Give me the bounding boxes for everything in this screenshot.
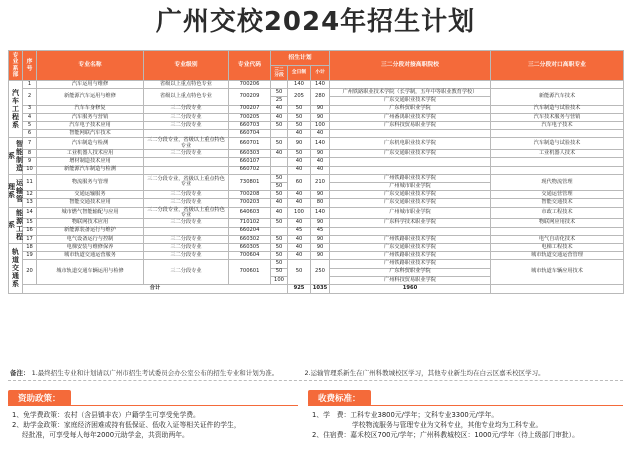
fee-standard-panel xyxy=(308,386,623,454)
plan-3-2-cell xyxy=(271,166,288,174)
seq-cell: 6 xyxy=(23,130,37,138)
plan-sub-cell: 100 xyxy=(311,121,330,129)
college-major-cell: 汽车技术服务与营销 xyxy=(491,113,624,121)
plan-full-cell: 205 xyxy=(288,89,311,105)
code-cell: 660704 xyxy=(229,130,271,138)
code-cell: 660302 xyxy=(229,235,271,243)
table-row xyxy=(9,150,624,158)
table-row xyxy=(9,158,624,166)
level-cell: 三二分段专业 xyxy=(144,105,229,113)
college-major-cell: 智能交通技术 xyxy=(491,199,624,207)
college-cell: 广东交通职业技术学院 xyxy=(330,199,491,207)
aid-policy-panel xyxy=(8,386,298,454)
college-cell: 广州铁路职业技术学院 xyxy=(330,252,491,260)
plan-full-cell: 40 xyxy=(288,191,311,199)
fees-line-1: 1、学 费：工科专业3800元/学年；文科专业3300元/学年。 xyxy=(312,411,499,419)
major-cell: 工业机器人技术应用 xyxy=(37,150,144,158)
college-cell: 广东交通职业技术学院 xyxy=(330,97,491,105)
seq-cell: 4 xyxy=(23,113,37,121)
code-cell: 660107 xyxy=(229,158,271,166)
plan-3-2-cell: 50 xyxy=(271,138,288,150)
header-plan-full: 全日制 xyxy=(288,66,311,81)
plan-3-2-cell xyxy=(271,158,288,166)
college-cell: 广东交通职业技术学院 xyxy=(330,244,491,252)
code-cell: 700207 xyxy=(229,105,271,113)
college-major-cell: 物联网应用技术 xyxy=(491,219,624,227)
major-cell: 城市轨道交通车辆运用与检修 xyxy=(37,260,144,285)
college-major-cell: 新能源汽车技术 xyxy=(491,89,624,105)
plan-3-2-cell: 50 xyxy=(271,268,288,276)
plan-sub-cell: 140 xyxy=(311,207,330,219)
major-cell: 电气设备运行与控制 xyxy=(37,235,144,243)
major-cell: 智能交通技术应用 xyxy=(37,199,144,207)
divider xyxy=(8,380,623,381)
college-cell xyxy=(330,158,491,166)
major-cell: 汽车车身修复 xyxy=(37,105,144,113)
code-cell: 700604 xyxy=(229,252,271,260)
college-cell: 广州铁路职业技术学院 xyxy=(330,260,491,268)
plan-sub-cell: 210 xyxy=(311,174,330,190)
plan-3-2-cell: 40 xyxy=(271,105,288,113)
major-cell: 物流服务与管理 xyxy=(37,174,144,190)
header-major: 专业名称 xyxy=(37,51,144,81)
plan-3-2-cell: 50 xyxy=(271,89,288,97)
table-row xyxy=(9,199,624,207)
table-row xyxy=(9,252,624,260)
college-cell: 广州铁路职业技术学院 xyxy=(330,174,491,182)
plan-sub-cell: 90 xyxy=(311,244,330,252)
major-cell: 汽车电子技术应用 xyxy=(37,121,144,129)
seq-cell: 12 xyxy=(23,191,37,199)
plan-sub-cell: 90 xyxy=(311,113,330,121)
college-cell: 广东机电职业技术学院 xyxy=(330,138,491,150)
code-cell: 730801 xyxy=(229,174,271,190)
table-row xyxy=(9,121,624,129)
plan-sub-cell: 90 xyxy=(311,219,330,227)
dept-cell: 汽车工程系 xyxy=(9,81,23,138)
major-cell: 物联网技术应用 xyxy=(37,219,144,227)
header-higher: 三二分段对接高职院校 xyxy=(330,51,491,81)
plan-sub-cell: 40 xyxy=(311,166,330,174)
code-cell: 660305 xyxy=(229,244,271,252)
notes xyxy=(10,368,621,377)
plan-3-2-cell: 50 xyxy=(271,244,288,252)
plan-full-cell: 50 xyxy=(288,150,311,158)
table-row xyxy=(9,166,624,174)
plan-sub-cell: 40 xyxy=(311,130,330,138)
plan-3-2-cell: 50 xyxy=(271,182,288,190)
college-major-cell xyxy=(491,227,624,235)
notes-label: 备注： xyxy=(10,369,30,377)
header-code: 专业代码 xyxy=(229,51,271,81)
college-cell xyxy=(330,166,491,174)
header-level: 专业级别 xyxy=(144,51,229,81)
aid-line-2: 2、助学金政策：家庭经济困难或持有低保证、低收入证等相关证件的学生， xyxy=(12,420,241,429)
table-row xyxy=(9,105,624,113)
plan-sub-cell: 40 xyxy=(311,158,330,166)
plan-sub-cell: 140 xyxy=(311,138,330,150)
plan-sub-cell: 90 xyxy=(311,235,330,243)
college-cell xyxy=(330,130,491,138)
total-3-2: 925 xyxy=(288,284,311,293)
seq-cell: 10 xyxy=(23,166,37,174)
code-cell: 700206 xyxy=(229,81,271,89)
major-cell: 新能源汽车制造与检测 xyxy=(37,166,144,174)
college-cell: 广州铁路职业技术学院 xyxy=(330,235,491,243)
college-cell: 广州城市职业学院 xyxy=(330,207,491,219)
fees-title: 收费标准： xyxy=(308,390,371,406)
level-cell: 三二分段专业，省级以上重点特色专业 xyxy=(144,174,229,190)
enrollment-table xyxy=(8,50,624,294)
plan-full-cell: 40 xyxy=(288,235,311,243)
plan-3-2-cell: 40 xyxy=(271,150,288,158)
header-plan: 招生计划 xyxy=(271,51,330,66)
major-cell: 新能源汽车运用与维修 xyxy=(37,89,144,105)
fees-line-3: 2、住宿费：嘉禾校区700元/学年；广州科教城校区：1000元/学年（待上级部门审批）。 xyxy=(312,430,579,439)
table-row xyxy=(9,174,624,182)
aid-line-3: 经批准，可享受每人每年2000元助学金，共资助两年。 xyxy=(22,430,189,439)
page-title: 广州交校2024年招生计划 xyxy=(155,7,476,37)
plan-3-2-cell: 50 xyxy=(271,219,288,227)
dept-cell: 能源工程系 xyxy=(9,207,23,243)
header-plan-sub: 小计 xyxy=(311,66,330,81)
level-cell: 三二分段专业 xyxy=(144,235,229,243)
level-cell: 三二分段专业 xyxy=(144,219,229,227)
level-cell: 三二分段专业 xyxy=(144,260,229,285)
college-major-cell: 汽车制造与试验技术 xyxy=(491,138,624,150)
plan-full-cell: 90 xyxy=(288,138,311,150)
plan-3-2-cell: 40 xyxy=(271,207,288,219)
plan-3-2-cell xyxy=(271,81,288,89)
college-cell: 广东科技贸易职业学院 xyxy=(330,121,491,129)
college-cell: 广州番禺职业技术学院 xyxy=(330,113,491,121)
seq-cell: 14 xyxy=(23,207,37,219)
major-cell: 汽车运用与维修 xyxy=(37,81,144,89)
seq-cell: 1 xyxy=(23,81,37,89)
level-cell: 三二分段专业 xyxy=(144,150,229,158)
level-cell: 三二分段专业 xyxy=(144,252,229,260)
level-cell: 三二分段专业 xyxy=(144,113,229,121)
header-seq: 序号 xyxy=(23,51,37,81)
code-cell: 700601 xyxy=(229,260,271,285)
seq-cell: 7 xyxy=(23,138,37,150)
college-cell: 广州城市职业学院 xyxy=(330,182,491,190)
level-cell: 三二分段专业，省级以上重点特色专业 xyxy=(144,207,229,219)
level-cell: 三二分段专业 xyxy=(144,191,229,199)
plan-sub-cell: 90 xyxy=(311,252,330,260)
total-row xyxy=(9,284,624,293)
table-row xyxy=(9,260,624,268)
college-major-cell: 电梯工程技术 xyxy=(491,244,624,252)
seq-cell: 17 xyxy=(23,235,37,243)
plan-3-2-cell: 100 xyxy=(271,276,288,284)
code-cell: 640603 xyxy=(229,207,271,219)
code-cell: 660702 xyxy=(229,166,271,174)
level-cell xyxy=(144,166,229,174)
table-row xyxy=(9,89,624,97)
total-label: 合计 xyxy=(23,284,288,293)
plan-3-2-cell: 40 xyxy=(271,113,288,121)
college-major-cell: 城市轨道交通运营管理 xyxy=(491,252,624,260)
plan-sub-cell: 80 xyxy=(311,199,330,207)
college-cell: 广东科贸职业学院 xyxy=(330,268,491,276)
plan-sub-cell: 280 xyxy=(311,89,330,105)
code-cell: 660204 xyxy=(229,227,271,235)
plan-sub-cell: 140 xyxy=(311,81,330,89)
plan-full-cell: 40 xyxy=(288,158,311,166)
level-cell: 三二分段专业 xyxy=(144,121,229,129)
major-cell: 新能源装备运行与维护 xyxy=(37,227,144,235)
code-cell: 700208 xyxy=(229,191,271,199)
major-cell: 汽车制造与检测 xyxy=(37,138,144,150)
college-major-cell: 电气自动化技术 xyxy=(491,235,624,243)
major-cell: 智能网联汽车技术 xyxy=(37,130,144,138)
plan-3-2-cell: 50 xyxy=(271,121,288,129)
college-cell: 广东交通职业技术学院 xyxy=(330,191,491,199)
plan-3-2-cell: 50 xyxy=(271,260,288,268)
code-cell: 660703 xyxy=(229,121,271,129)
college-major-cell: 现代物流管理 xyxy=(491,174,624,190)
college-major-cell xyxy=(491,166,624,174)
college-major-cell xyxy=(491,81,624,89)
major-cell: 城市燃气智能输配与应用 xyxy=(37,207,144,219)
level-cell: 三二分段专业，省级以上重点特色专业 xyxy=(144,138,229,150)
plan-3-2-cell: 50 xyxy=(271,252,288,260)
seq-cell: 13 xyxy=(23,199,37,207)
note-1: 1.最终招生专业和计划请以广州市招生考试委员会办公室公布的招生专业和计划为准。 xyxy=(31,369,279,377)
college-major-cell: 汽车电子技术 xyxy=(491,121,624,129)
code-cell: 700203 xyxy=(229,199,271,207)
level-cell xyxy=(144,227,229,235)
header-higher-major: 三二分段对口高职专业 xyxy=(491,51,624,81)
total-sub: 1960 xyxy=(330,284,491,293)
college-cell xyxy=(330,227,491,235)
plan-full-cell: 140 xyxy=(288,81,311,89)
level-cell: 三二分段专业 xyxy=(144,199,229,207)
table-row xyxy=(9,138,624,150)
plan-3-2-cell: 40 xyxy=(271,199,288,207)
plan-3-2-cell: 50 xyxy=(271,174,288,182)
code-cell: 660701 xyxy=(229,138,271,150)
major-cell: 城市轨道交通运营服务 xyxy=(37,252,144,260)
header-plan-3-2: 三二分段 xyxy=(271,66,288,81)
table-row xyxy=(9,227,624,235)
table-row xyxy=(9,244,624,252)
table-row xyxy=(9,113,624,121)
plan-full-cell: 60 xyxy=(288,174,311,190)
plan-full-cell: 50 xyxy=(288,105,311,113)
dept-cell: 轨道交通系 xyxy=(9,244,23,294)
seq-cell: 18 xyxy=(23,244,37,252)
seq-cell: 8 xyxy=(23,150,37,158)
note-2: 2.运输管理系新生在广州科教城校区学习，其他专业新生均在白云区嘉禾校区学习。 xyxy=(304,369,545,377)
seq-cell: 11 xyxy=(23,174,37,190)
total-blank-1 xyxy=(491,284,624,293)
college-major-cell: 市政工程技术 xyxy=(491,207,624,219)
college-major-cell: 工业机器人技术 xyxy=(491,150,624,158)
plan-3-2-cell: 50 xyxy=(271,191,288,199)
plan-sub-cell: 45 xyxy=(311,227,330,235)
fees-line-2: 学校物流服务与管理专业为文科专业，其他专业均为工科专业。 xyxy=(352,420,543,429)
seq-cell: 2 xyxy=(23,89,37,105)
college-major-cell xyxy=(491,158,624,166)
plan-full-cell: 40 xyxy=(288,244,311,252)
college-cell: 广东科学技术职业学院 xyxy=(330,219,491,227)
seq-cell: 3 xyxy=(23,105,37,113)
level-cell: 省级以上重点特色专业 xyxy=(144,81,229,89)
table-row xyxy=(9,219,624,227)
plan-sub-cell: 90 xyxy=(311,105,330,113)
table-row xyxy=(9,130,624,138)
plan-full-cell: 100 xyxy=(288,207,311,219)
level-cell: 三二分段专业 xyxy=(144,244,229,252)
plan-full-cell: 40 xyxy=(288,166,311,174)
college-major-cell: 城市轨道车辆应用技术 xyxy=(491,260,624,285)
table-row xyxy=(9,207,624,219)
plan-3-2-cell xyxy=(271,130,288,138)
major-cell: 电梯安装与维修保养 xyxy=(37,244,144,252)
major-cell: 增材制造技术应用 xyxy=(37,158,144,166)
plan-full-cell: 40 xyxy=(288,130,311,138)
seq-cell: 16 xyxy=(23,227,37,235)
plan-full-cell: 50 xyxy=(288,113,311,121)
college-cell: 广州铁路职业技术学院（长学制，五年中等职业教育学校） xyxy=(330,89,491,97)
table-row xyxy=(9,235,624,243)
seq-cell: 19 xyxy=(23,252,37,260)
college-cell: 广东交通职业技术学院 xyxy=(330,150,491,158)
plan-sub-cell: 250 xyxy=(311,260,330,285)
code-cell: 700209 xyxy=(229,89,271,105)
major-cell: 汽车服务与营销 xyxy=(37,113,144,121)
seq-cell: 20 xyxy=(23,260,37,285)
plan-3-2-cell: 50 xyxy=(271,235,288,243)
college-cell: 广州科技贸易职业学院 xyxy=(330,276,491,284)
plan-full-cell: 50 xyxy=(288,121,311,129)
plan-full-cell: 45 xyxy=(288,227,311,235)
aid-title: 资助政策： xyxy=(8,390,71,406)
seq-cell: 15 xyxy=(23,219,37,227)
college-major-cell: 交通运营管理 xyxy=(491,191,624,199)
aid-line-1: 1、免学费政策：农村（含县镇非农）户籍学生可享受免学费。 xyxy=(12,411,200,419)
plan-3-2-cell: 25 xyxy=(271,97,288,105)
college-cell xyxy=(330,81,491,89)
plan-full-cell: 40 xyxy=(288,252,311,260)
header-dept: 专业系部 xyxy=(9,51,23,81)
table-row xyxy=(9,191,624,199)
dept-cell: 智能制造系 xyxy=(9,138,23,174)
plan-sub-cell: 90 xyxy=(311,150,330,158)
level-cell: 省级以上重点特色专业 xyxy=(144,89,229,105)
plan-full-cell: 40 xyxy=(288,199,311,207)
major-cell: 交通运输服务 xyxy=(37,191,144,199)
plan-full-cell: 50 xyxy=(288,260,311,285)
table-row xyxy=(9,81,624,89)
dept-cell: 运输管理系 xyxy=(9,174,23,207)
total-full: 1035 xyxy=(311,284,330,293)
college-major-cell: 汽车制造与试验技术 xyxy=(491,105,624,113)
college-major-cell xyxy=(491,130,624,138)
college-cell: 广东科贸职业学院 xyxy=(330,105,491,113)
seq-cell: 9 xyxy=(23,158,37,166)
code-cell: 710102 xyxy=(229,219,271,227)
plan-sub-cell: 90 xyxy=(311,191,330,199)
code-cell: 700205 xyxy=(229,113,271,121)
plan-3-2-cell xyxy=(271,227,288,235)
code-cell: 660303 xyxy=(229,150,271,158)
seq-cell: 5 xyxy=(23,121,37,129)
level-cell xyxy=(144,158,229,166)
plan-full-cell: 40 xyxy=(288,219,311,227)
